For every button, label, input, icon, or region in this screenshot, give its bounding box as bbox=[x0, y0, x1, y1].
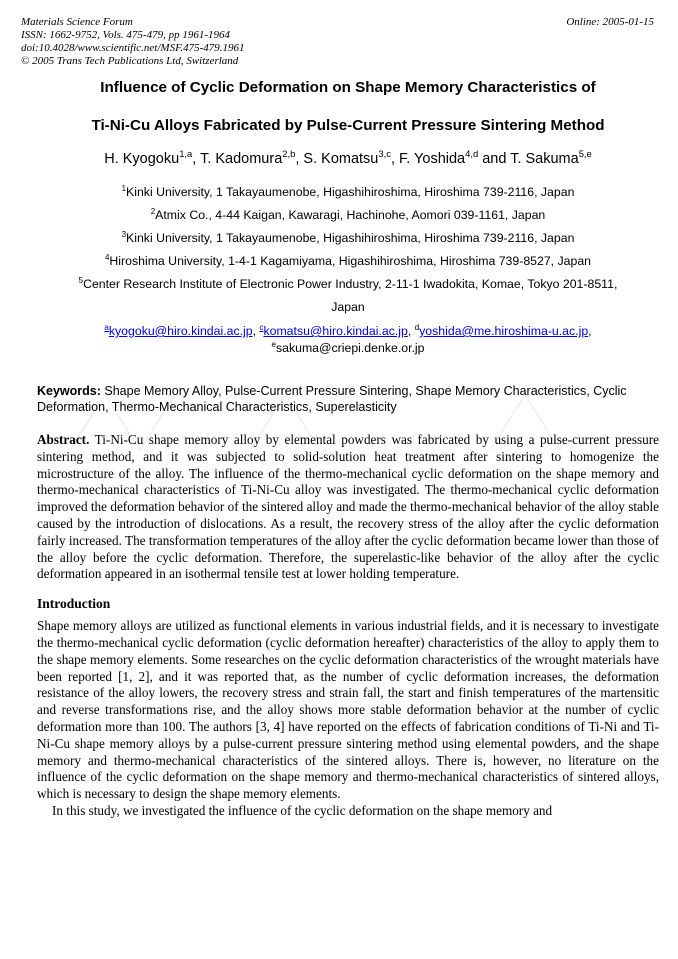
emails-line: $^a$kyogoku@hiro.kindai.ac.jp, $^c$komatsu@hiro.kindai.ac.jp, $^d$yoshida@me.hiroshima-u.ac.jp, $^e$sakuma@criepi.denke.or.jp bbox=[104, 322, 592, 355]
email-superscript: c bbox=[259, 322, 264, 332]
paper-title bbox=[37, 78, 659, 136]
email-link[interactable]: yoshida@me.hiroshima-u.ac.jp bbox=[419, 324, 589, 338]
affiliation: $^5$Center Research Institute of Electronic Power Industry, 2-11-1 Iwadokita, Komae, Tokyo 201-8511, Japan bbox=[78, 275, 618, 314]
author: T. Kadomura$^{2,b}$, bbox=[200, 148, 304, 167]
journal-doi: doi:10.4028/www.scientific.net/MSF.475-479.1961 bbox=[21, 42, 245, 54]
affiliations-block bbox=[37, 181, 659, 319]
page-content bbox=[37, 0, 659, 820]
affiliation: $^3$Kinki University, 1 Takayaumenobe, Higashihiroshima, Hiroshima 739-2116, Japan bbox=[121, 229, 575, 245]
abstract-text: Ti-Ni-Cu shape memory alloy by elemental powders was fabricated by using a pulse-current pressure sintering method, and it was subjected to solid-solution heat treatment after sintering to homogenize the microstructure of the alloy. The influence of the thermo-mechanical cyclic deformation on the shape memory and thermo-mechanical characteristics of Ti-Ni-Cu alloy was investigated. The thermo-mechanical cyclic deformation improved the deformation behavior of the sintered alloy and made the thermo-mechanical behavior of the alloy stable caused by the introduction of dislocations. As a result, the recovery stress of the alloy after the cyclic deformation fairly increased. The transformation temperatures of the alloy after the cyclic deformation became lower than those of the alloy before the cyclic deformation. Therefore, the superelastic-like behavior of the alloy after the cyclic deformation appeared in an isothermal tensile test at lower holding temperature. bbox=[37, 432, 659, 582]
email-superscript: a bbox=[104, 322, 109, 332]
abstract-paragraph bbox=[37, 432, 659, 583]
journal-name: Materials Science Forum bbox=[21, 16, 133, 28]
online-date: Online: 2005-01-15 bbox=[566, 16, 654, 28]
author: H. Kyogoku$^{1,a}$, bbox=[104, 148, 201, 167]
keywords-label: Keywords: bbox=[37, 384, 101, 398]
paper-title-line1: Influence of Cyclic Deformation on Shape Memory Characteristics of bbox=[100, 79, 596, 96]
author: S. Komatsu$^{3,c}$, bbox=[303, 148, 399, 167]
journal-copyright: © 2005 Trans Tech Publications Ltd, Switzerland bbox=[21, 55, 239, 67]
affiliation: $^4$Hiroshima University, 1-4-1 Kagamiyama, Higashihiroshima, Hiroshima 739-8527, Japan bbox=[104, 252, 592, 268]
email-link[interactable]: komatsu@hiro.kindai.ac.jp bbox=[263, 324, 408, 338]
abstract-label: Abstract. bbox=[37, 432, 90, 447]
author: F. Yoshida$^{4,d}$ and bbox=[399, 148, 511, 167]
email-superscript: e bbox=[271, 339, 276, 349]
introduction-heading: Introduction bbox=[37, 596, 111, 612]
affiliation: $^1$Kinki University, 1 Takayaumenobe, Higashihiroshima, Hiroshima 739-2116, Japan bbox=[121, 183, 575, 199]
authors-line bbox=[37, 149, 659, 169]
author: T. Sakuma$^{5,e}$ bbox=[510, 148, 592, 167]
paper-title-line2: Ti-Ni-Cu Alloys Fabricated by Pulse-Current Pressure Sintering Method bbox=[91, 117, 605, 134]
keywords-text: Shape Memory Alloy, Pulse-Current Pressure Sintering, Shape Memory Characteristics, Cyclic Deformation, Thermo-Mechanical Characteristics, Superelasticity bbox=[37, 384, 627, 414]
email-link[interactable]: kyogoku@hiro.kindai.ac.jp bbox=[108, 324, 253, 338]
keywords-block bbox=[37, 383, 659, 415]
introduction-paragraph-2: In this study, we investigated the influence of the cyclic deformation on the shape memory and bbox=[52, 802, 553, 818]
email-text: sakuma@criepi.denke.or.jp bbox=[275, 341, 425, 355]
email-superscript: d bbox=[414, 322, 420, 332]
journal-issn: ISSN: 1662-9752, Vols. 475-479, pp 1961-1964 bbox=[21, 29, 230, 41]
affiliation: $^2$Atmix Co., 4-44 Kaigan, Kawaragi, Hachinohe, Aomori 039-1161, Japan bbox=[150, 206, 546, 222]
introduction-paragraph-1: Shape memory alloys are utilized as functional elements in various industrial fields, and it is necessary to investigate the thermo-mechanical cyclic deformation (cyclic deformation hereafter) characteristics of the alloy to apply them to the shape memory elements. Some researches on the cyclic deformation characteristics of the wrought materials have been reported [1, 2], and it was reported that, as the number of cyclic deformation increases, the deformation resistance of the alloy lowers, the recovery stress and strain fall, the start and finish temperatures of the martensitic and reverse transformations rise, and the alloy shows more stable deformation behavior at the number of cyclic deformation more than 100. The authors [3, 4] have reported on the effects of fabrication conditions of Ti-Ni and Ti-Ni-Cu shape memory alloys by a pulse-current pressure sintering method using elemental powders, and the shape memory and thermo-mechanical characteristics of the sintered alloys. There is, however, no literature on the influence of the cyclic deformation on the shape memory and thermo-mechanical characteristics of sintered alloys, which is necessary to design the shape memory elements. bbox=[37, 618, 659, 802]
